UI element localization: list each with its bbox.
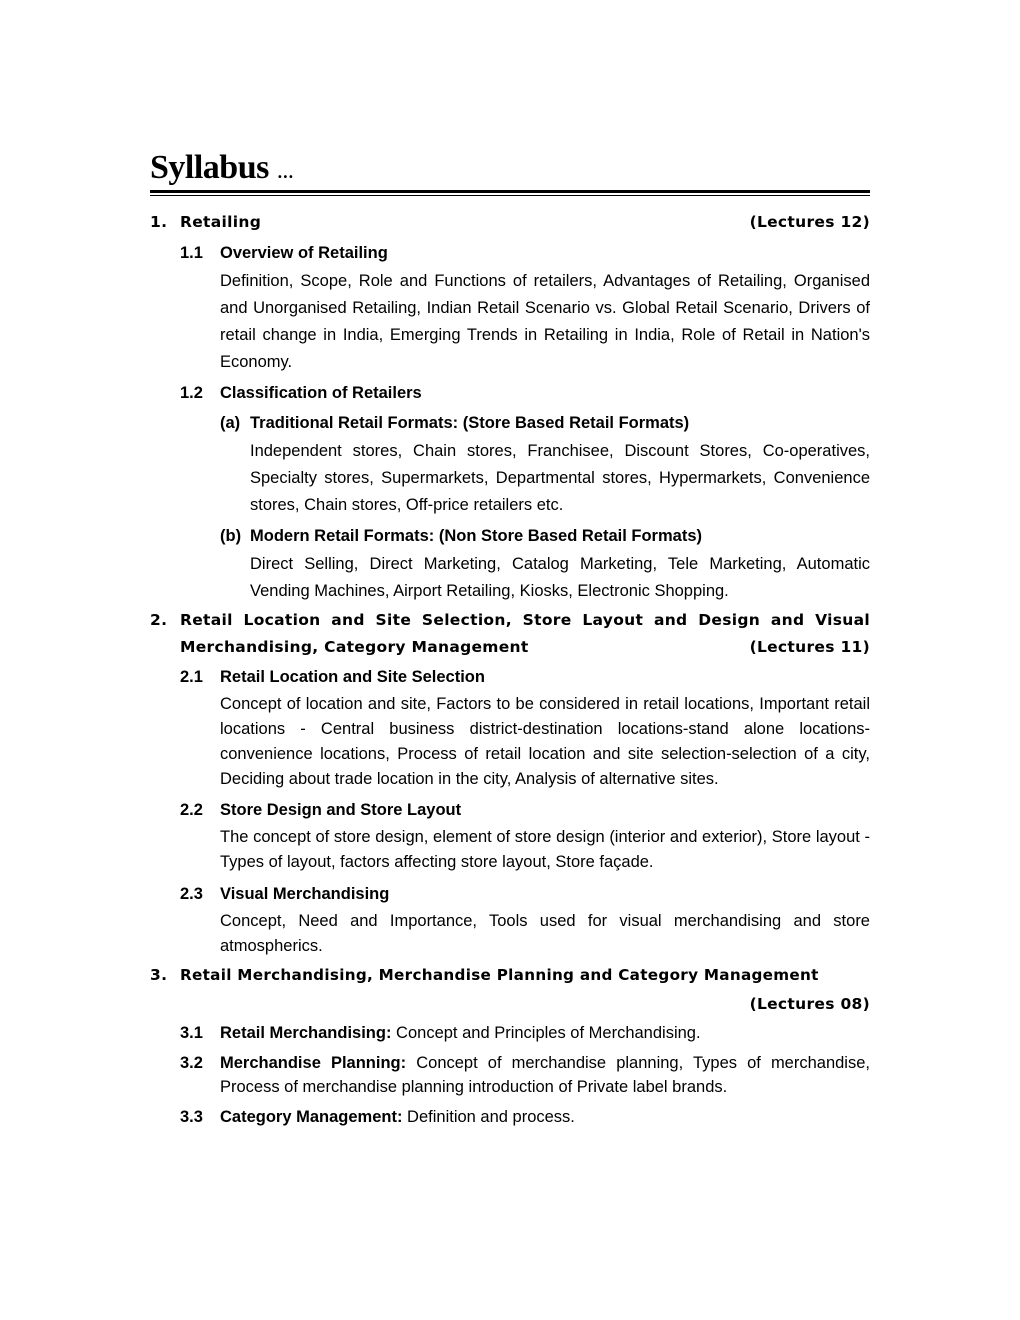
unit-lectures: (Lectures 12) <box>749 213 870 231</box>
section-text: Definition and process. <box>407 1108 575 1126</box>
page-title-suffix: ... <box>276 158 294 184</box>
subsection-label: (a) <box>220 414 241 432</box>
section-number: 2.1 <box>180 668 203 686</box>
section-number: 2.2 <box>180 801 203 819</box>
title-rule-thin <box>150 195 870 196</box>
section-number: 3.2 <box>180 1054 203 1072</box>
unit-title: Retail Merchandising, Merchandise Planning and Category Management <box>180 966 819 984</box>
unit-title: Retailing <box>180 213 262 231</box>
section-3-3-heading <box>180 1102 870 1132</box>
unit-2-heading <box>150 607 870 661</box>
unit-number: 2. <box>150 611 168 629</box>
section-title: Retail Merchandising: <box>220 1024 392 1042</box>
section-2-1-text: Concept of location and site, Factors to be considered in retail locations, Important retail locations - Central business district-destination locations-stand alone locations-convenience locations, Process of retail location and site selection-selection of a city, Deciding about trade location in the city, Analysis of alternative sites. <box>220 695 870 788</box>
section-number: 1.2 <box>180 384 203 402</box>
unit-number: 3. <box>150 966 168 984</box>
section-number: 2.3 <box>180 885 203 903</box>
unit-title-line1: Retail Location and Site Selection, Store Layout and Design and Visual <box>180 611 870 629</box>
section-3-2-heading <box>180 1048 870 1102</box>
section-number: 3.3 <box>180 1108 203 1126</box>
section-1-1-text: Definition, Scope, Role and Functions of retailers, Advantages of Retailing, Organised and Unorganised Retailing, Indian Retail Scenario vs. Global Retail Scenario, Drivers of retail change in India, Emerging Trends in Retailing in India, Role of Retail in Nation's Economy. <box>220 272 870 371</box>
section-title: Retail Location and Site Selection <box>220 668 485 686</box>
section-number: 3.1 <box>180 1024 203 1042</box>
section-title: Overview of Retailing <box>220 244 388 262</box>
unit-3-heading <box>150 962 870 989</box>
section-number: 1.1 <box>180 244 203 262</box>
section-title: Merchandise Planning: <box>220 1054 407 1072</box>
page-title-text: Syllabus <box>150 149 269 186</box>
section-1-1-heading <box>180 238 870 268</box>
section-1-2-heading <box>180 378 870 408</box>
section-text: Concept of merchandise planning, Types of merchandise, Process of merchandise planning introduction of Private label brands. <box>220 1054 870 1096</box>
subsection-b-text: Direct Selling, Direct Marketing, Catalog Marketing, Tele Marketing, Automatic Vending Machines, Airport Retailing, Kiosks, Electronic Shopping. <box>250 555 870 600</box>
subsection-title: Traditional Retail Formats: (Store Based Retail Formats) <box>250 414 690 432</box>
subsection-title: Modern Retail Formats: (Non Store Based Retail Formats) <box>250 527 702 545</box>
section-2-3-text: Concept, Need and Importance, Tools used for visual merchandising and store atmospherics. <box>220 912 870 955</box>
section-title: Category Management: <box>220 1108 403 1126</box>
subsection-a-heading <box>220 408 870 438</box>
section-2-2-text: The concept of store design, element of store design (interior and exterior), Store layout - Types of layout, factors affecting store layout, Store façade. <box>220 828 870 871</box>
syllabus-page <box>150 148 870 1132</box>
subsection-a-text: Independent stores, Chain stores, Franchisee, Discount Stores, Co-operatives, Specialty stores, Supermarkets, Departmental stores, Hypermarkets, Convenience stores, Chain stores, Off-price retailers etc. <box>250 442 870 514</box>
section-2-1-heading <box>180 662 870 692</box>
subsection-b-heading <box>220 521 870 551</box>
section-title: Visual Merchandising <box>220 885 390 903</box>
section-title: Classification of Retailers <box>220 384 422 402</box>
unit-3-lectures: (Lectures 08) <box>749 995 870 1013</box>
page-title <box>150 148 870 190</box>
title-rule-thick <box>150 190 870 193</box>
section-2-2-heading <box>180 795 870 825</box>
section-text: Concept and Principles of Merchandising. <box>396 1024 701 1042</box>
unit-title-line2: Merchandising, Category Management <box>180 638 529 656</box>
section-2-3-heading <box>180 879 870 909</box>
unit-number: 1. <box>150 213 168 231</box>
unit-1-heading <box>150 209 870 236</box>
subsection-label: (b) <box>220 527 242 545</box>
section-3-1-heading <box>180 1018 870 1048</box>
unit-lectures: (Lectures 11) <box>749 638 870 656</box>
section-title: Store Design and Store Layout <box>220 801 462 819</box>
